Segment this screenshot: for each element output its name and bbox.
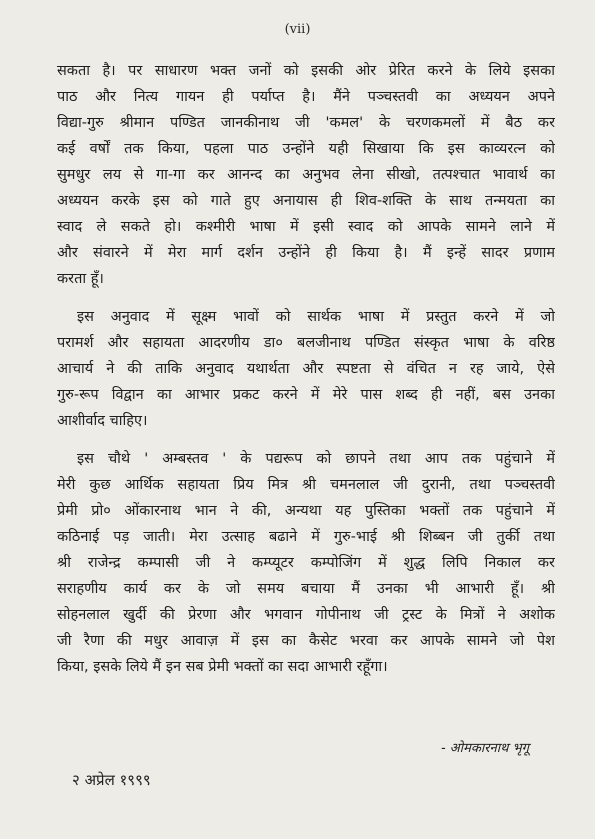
text-line: प्रेमी प्रो० ओंकारनाथ भान ने की, अन्यथा यह पुस्तिका भक्तों तक पहुंचाने में [57, 503, 555, 519]
text-line: करता हूँ। [57, 271, 104, 287]
text-line: पाठ और नित्य गायन ही पर्याप्त है। मैंने पञ्चस्तवी का अध्ययन अपने [57, 89, 555, 105]
text-line: आचार्य ने की ताकि अनुवाद यथार्थता और स्पष्टता से वंचित न रह जाये, ऐसे [57, 361, 555, 377]
text-line: अध्ययन करके इस को गाते हुए अनायास ही शिव-शक्ति के साथ तन्मयता का [57, 193, 555, 209]
paragraph [57, 446, 555, 680]
text-line: आशीर्वाद चाहिए। [57, 413, 148, 429]
text-line: कई वर्षों तक किया, पहला पाठ उन्होंने यही सिखाया कि इस काव्यरत्न को [57, 141, 555, 157]
paragraph [57, 58, 555, 292]
page-number: (vii) [284, 22, 311, 37]
text-line: मेरी कुछ आर्थिक सहायता प्रिय मित्र श्री चमनलाल जी दुरानी, तथा पञ्चस्तवी [57, 477, 555, 493]
text-line: परामर्श और सहायता आदरणीय डा० बलजीनाथ पण्डित संस्कृत भाषा के वरिष्ठ [57, 335, 555, 351]
text-line: विद्या-गुरु श्रीमान पण्डित जानकीनाथ जी 'कमल' के चरणकमलों में बैठ कर [57, 115, 555, 131]
text-line: सुमधुर लय से गा-गा कर आनन्द का अनुभव लेना सीखो, तत्पश्चात भावार्थ का [57, 167, 555, 183]
text-line: सराहणीय कार्य कर के जो समय बचाया मैं उनका भी आभारी हूँ। श्री [57, 581, 555, 597]
text-line: गुरु-रूप विद्वान का आभार प्रकट करने में मेरे पास शब्द ही नहीं, बस उनका [57, 387, 555, 403]
text-line: सकता है। पर साधारण भक्त जनों को इसकी ओर प्रेरित करने के लिये इसका [57, 63, 555, 79]
paragraph [57, 304, 555, 434]
body-text [57, 58, 555, 680]
text-line: स्वाद ले सकते हो। कश्मीरी भाषा में इसी स्वाद को आपके सामने लाने में [57, 219, 555, 235]
text-line: कठिनाई पड़ जाती। मेरा उत्साह बढाने में गुरु-भाई श्री शिब्बन जी तुर्की तथा [57, 529, 555, 545]
text-line: और संवारने में मेरा मार्ग दर्शन उन्होंने ही किया है। मैं इन्हें सादर प्रणाम [57, 245, 555, 261]
text-line: किया, इसके लिये मैं इन सब प्रेमी भक्तों का सदा आभारी रहूँगा। [57, 659, 388, 675]
text-line: इस अनुवाद में सूक्ष्म भावों को सार्थक भाषा में प्रस्तुत करने में जो [77, 309, 555, 325]
text-line: इस चौथे ' अम्बस्तव ' के पद्यरूप को छापने तथा आप तक पहुंचाने में [77, 451, 555, 467]
text-line: सोहनलाल खुर्दी की प्रेरणा और भगवान गोपीनाथ जी ट्रस्ट के मित्रों ने अशोक [57, 607, 555, 623]
text-line: श्री राजेन्द्र कम्पासी जी ने कम्प्यूटर कम्पोजिंग में शुद्ध लिपि निकाल कर [57, 555, 555, 571]
date-line: २ अप्रेल १९९९ [72, 771, 151, 789]
author-signature: - ओमकारनाथ भृगू [440, 741, 529, 756]
text-line: जी रैणा की मधुर आवाज़ में इस का कैसेट भरवा कर आपके सामने जो पेश [57, 633, 555, 649]
